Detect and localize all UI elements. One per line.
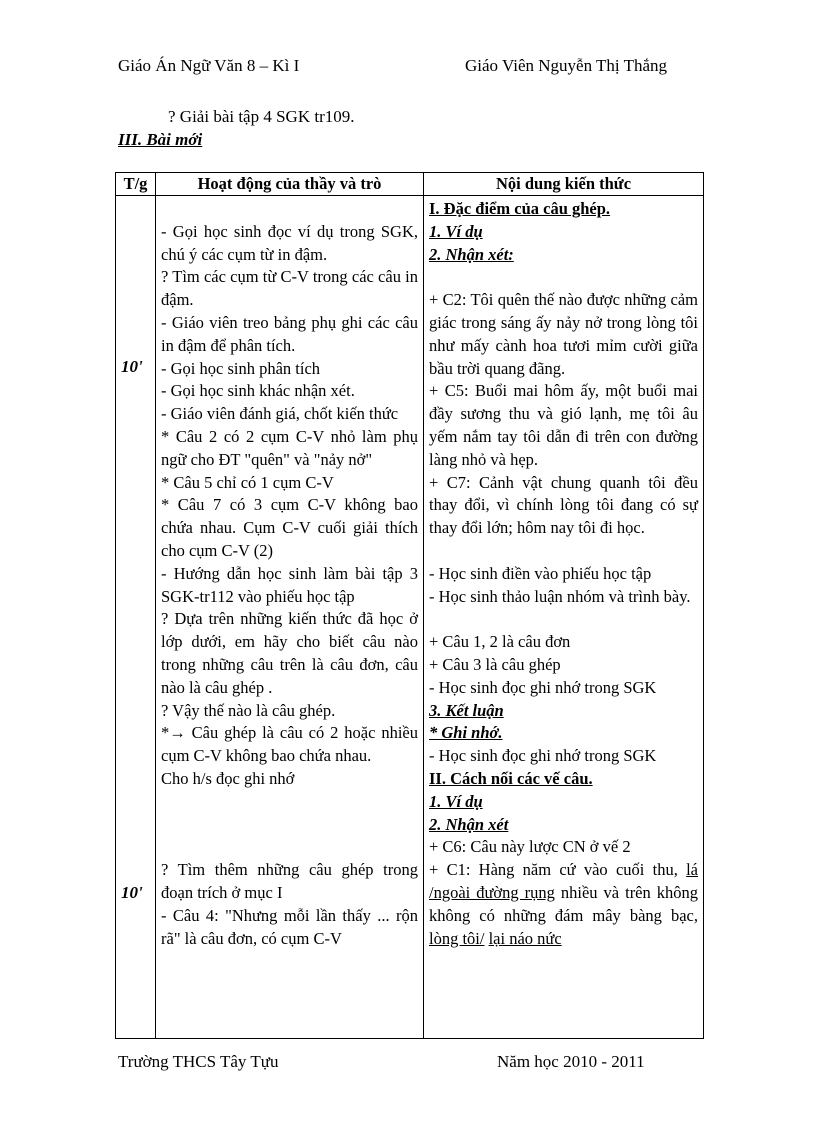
section-1-title: I. Đặc điểm của câu ghép. [429,199,611,218]
read-memo-note: - Học sinh đọc ghi nhớ trong SGK [429,677,657,697]
table-row [116,196,704,1039]
c1-subject2-underlined: lòng tôi/ [429,928,485,948]
activity-item: Cho h/s đọc ghi nhớ [161,768,295,788]
sentence-c2: + C2: Tôi quên thế nào được những cảm giác trong sáng ấy nảy nở trong lòng tôi như mấy cành hoa tươi mỉm cười giữa bầu trời quang đãng. [429,290,698,378]
compound-sentence-note: + Câu 3 là câu ghép [429,654,561,674]
activity-item: * Câu 2 có 2 cụm C-V nhỏ làm phụ ngữ cho ĐT "quên" và "nảy nở" [161,426,418,469]
content-cell [424,196,704,1039]
activity-item: ? Vậy thế nào là câu ghép. [161,700,336,720]
activity-item: - Giáo viên treo bảng phụ ghi các câu in đậm để phân tích. [161,312,418,355]
lesson-table [115,172,704,1039]
activity-item: *→ Câu ghép là câu có 2 hoặc nhiều cụm C-V không bao chứa nhau. [161,723,418,766]
conclusion-title: 3. Kết luận [429,700,504,720]
time-cell [116,196,156,1039]
section-title: III. Bài mới [118,130,203,149]
previous-question: ? Giải bài tập 4 SGK tr109. [168,107,355,126]
sentence-c6: + C6: Câu này lược CN ở vế 2 [429,837,631,857]
time-label-2: 10' [121,883,143,902]
simple-sentence-note: + Câu 1, 2 là câu đơn [429,632,571,652]
activity-cell [156,196,424,1039]
activity-item: ? Tìm các cụm từ C-V trong các câu in đậm. [161,267,418,310]
header-activity: Hoạt động của thầy và trò [156,173,424,196]
c1-subject-underlined: lá [686,860,699,880]
table-header-row [116,173,704,196]
c1-predicate-underlined: /ngoài đường rụng [429,882,555,902]
c1-part: nhiều và trên không không có những đám mây bàng bạc, [429,882,699,925]
sentence-c7: + C7: Cảnh vật chung quanh tôi đều thay đổi, vì chính lòng tôi đang có sự thay đổi lớn; hôm nay tôi đi học. [429,472,698,538]
header-content: Nội dung kiến thức [424,173,704,196]
section-2-observation: 2. Nhận xét [429,814,509,834]
header-time: T/g [116,173,156,196]
activity-item: - Hướng dẫn học sinh làm bài tập 3 SGK-tr112 vào phiếu học tập [161,563,418,606]
footer-right: Năm học 2010 - 2011 [497,1052,645,1071]
activity-item: - Gọi học sinh phân tích [161,358,321,378]
activity-item: * Câu 5 chỉ có 1 cụm C-V [161,472,334,492]
section-1-observation: 2. Nhận xét: [429,244,514,264]
activity-item: - Giáo viên đánh giá, chốt kiến thức [161,404,399,424]
activity-item: - Câu 4: "Nhưng mỗi lần thấy ... rộn rã" là câu đơn, có cụm C-V [161,905,418,948]
activity-item: ? Tìm thêm những câu ghép trong đoạn trích ở mục I [161,860,418,902]
sentence-c5: + C5: Buổi mai hôm ấy, một buổi mai đầy sương thu và gió lạnh, mẹ tôi âu yếm nắm tay tôi dẫn đi trên con đường làng nhỏ và hẹp. [429,381,698,469]
discussion-note: - Học sinh thảo luận nhóm và trình bày. [429,586,691,606]
c1-predicate2-underlined: lại náo nức [488,928,562,948]
worksheet-note: - Học sinh điền vào phiếu học tập [429,563,652,583]
section-2-example: 1. Ví dụ [429,791,483,811]
memo-title: * Ghi nhớ. [429,723,503,743]
time-label-1: 10' [121,357,143,376]
read-memo-note-2: - Học sinh đọc ghi nhớ trong SGK [429,746,657,766]
activity-item: * Câu 7 có 3 cụm C-V không bao chứa nhau. Cụm C-V cuối giải thích cho cụm C-V (2) [161,495,418,560]
c1-part: + C1: Hàng năm cứ vào cuối thu, [429,860,678,880]
activity-item: - Gọi học sinh khác nhận xét. [161,381,355,401]
activity-item: - Gọi học sinh đọc ví dụ trong SGK, chú ý các cụm từ in đậm. [161,221,418,264]
section-1-example: 1. Ví dụ [429,221,483,241]
sentence-c1 [429,859,698,950]
footer-left: Trường THCS Tây Tựu [118,1052,279,1071]
section-2-title: II. Cách nối các vế câu. [429,768,593,788]
header-right: Giáo Viên Nguyễn Thị Thắng [465,56,668,75]
activity-item: ? Dựa trên những kiến thức đã học ở lớp dưới, em hãy cho biết câu nào trong những câu trên là câu đơn, câu nào là câu ghép . [161,609,418,697]
header-left: Giáo Án Ngữ Văn 8 – Kì I [118,56,300,75]
